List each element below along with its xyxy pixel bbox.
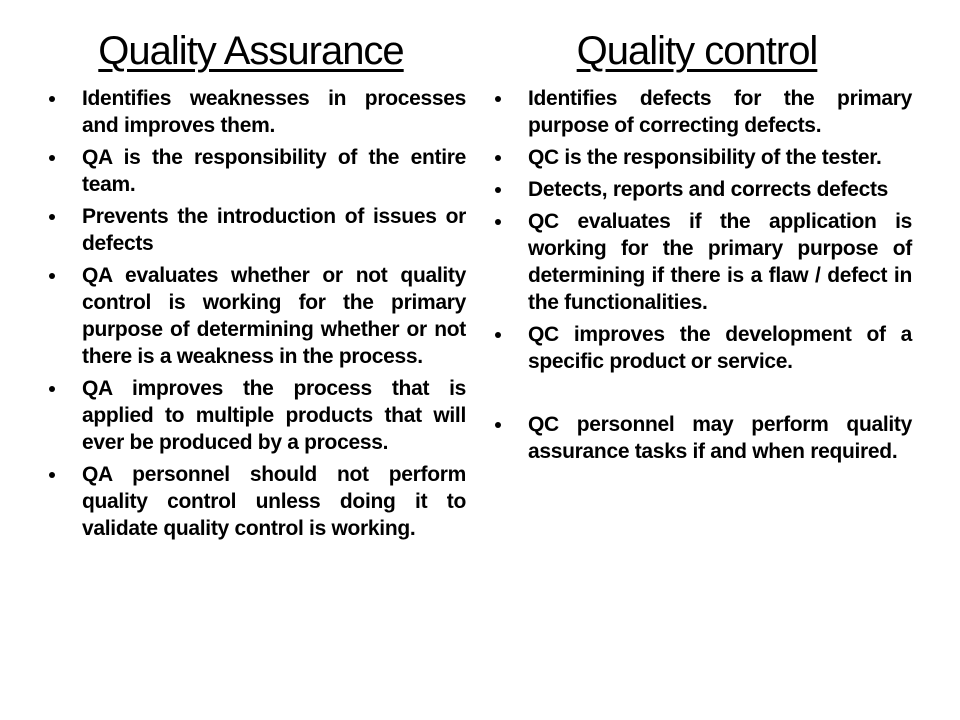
bullet-item	[36, 203, 466, 257]
bullet-text: QA personnel should not perform quality control unless doing it to validate quality control is working.	[82, 463, 466, 540]
bullet-item	[36, 461, 466, 542]
bullet-text: QA improves the process that is applied to multiple products that will ever be produced by a process.	[82, 377, 466, 454]
bullet-text: QA evaluates whether or not quality control is working for the primary purpose of determining whether or not there is a weakness in the process.	[82, 264, 466, 368]
qa-column	[36, 28, 466, 547]
bullet-dot-icon	[49, 155, 55, 161]
bullet-dot-icon	[495, 219, 501, 225]
bullet-dot-icon	[495, 422, 501, 428]
bullet-text: Prevents the introduction of issues or defects	[82, 205, 466, 255]
bullet-text: QC is the responsibility of the tester.	[528, 146, 882, 169]
qa-bullet-list	[36, 85, 466, 542]
bullet-text: QC evaluates if the application is working for the primary purpose of determining if there is a flaw / defect in the functionalities.	[528, 210, 912, 314]
bullet-text: QA is the responsibility of the entire team.	[82, 146, 466, 196]
bullet-dot-icon	[49, 386, 55, 392]
qc-column	[482, 28, 912, 470]
bullet-item	[482, 176, 912, 203]
bullet-item	[36, 144, 466, 198]
bullet-dot-icon	[49, 214, 55, 220]
bullet-item	[482, 208, 912, 316]
bullet-dot-icon	[495, 332, 501, 338]
bullet-text: Detects, reports and corrects defects	[528, 178, 889, 201]
bullet-dot-icon	[495, 96, 501, 102]
bullet-text: QC improves the development of a specific product or service.	[528, 323, 912, 373]
bullet-text: Identifies defects for the primary purpose of correcting defects.	[528, 87, 912, 137]
bullet-dot-icon	[49, 96, 55, 102]
bullet-item	[482, 85, 912, 139]
bullet-item	[482, 321, 912, 375]
bullet-text: QC personnel may perform quality assurance tasks if and when required.	[528, 413, 912, 463]
bullet-item	[36, 85, 466, 139]
bullet-item	[36, 375, 466, 456]
bullet-item	[482, 144, 912, 171]
qc-column-title: Quality control	[576, 29, 818, 73]
bullet-item	[482, 411, 912, 465]
bullet-item	[36, 262, 466, 370]
bullet-dot-icon	[495, 155, 501, 161]
bullet-dot-icon	[49, 472, 55, 478]
bullet-dot-icon	[49, 273, 55, 279]
qa-column-title: Quality Assurance	[98, 29, 404, 73]
qc-bullet-list	[482, 85, 912, 465]
bullet-text: Identifies weaknesses in processes and improves them.	[82, 87, 466, 137]
bullet-dot-icon	[495, 187, 501, 193]
